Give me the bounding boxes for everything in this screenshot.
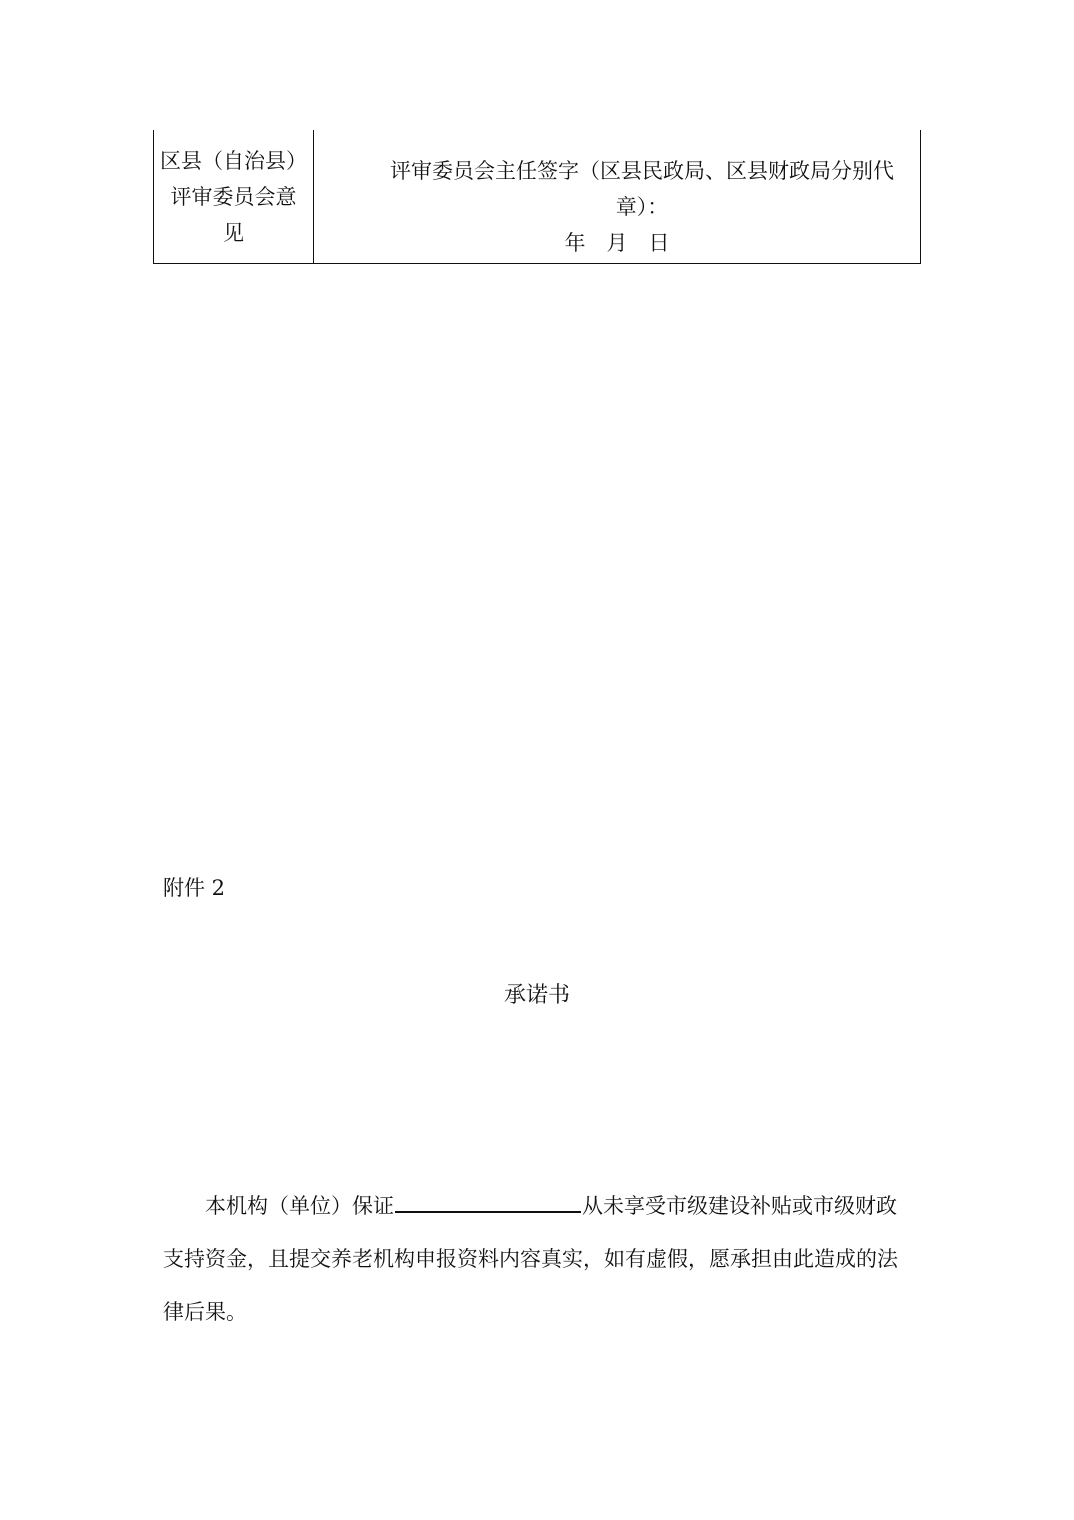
date-placeholder: 年 月 日 — [564, 230, 670, 255]
pledge-text-before-blank: 本机构（单位）保证 — [205, 1194, 394, 1218]
signature-instruction: 评审委员会主任签字（区县民政局、区县财政局分别代章）： — [390, 158, 894, 219]
review-committee-row — [154, 130, 921, 264]
review-committee-table — [153, 130, 921, 264]
label-line-3: 见 — [223, 220, 244, 245]
review-committee-label-cell — [154, 130, 314, 264]
institution-name-blank[interactable] — [395, 1191, 581, 1213]
pledge-text-after-blank: 从未享受市级建设补贴或市级财政 — [582, 1194, 897, 1218]
document-title: 承诺书 — [503, 983, 570, 1008]
attachment-label: 附件 2 — [163, 876, 226, 900]
review-committee-opinion-cell — [314, 130, 921, 264]
pledge-line-3: 律后果。 — [163, 1300, 247, 1324]
pledge-paragraph — [163, 1180, 915, 1339]
label-line-1: 区县（自治县） — [160, 148, 307, 173]
label-line-2: 评审委员会意 — [170, 184, 297, 209]
pledge-line-1 — [163, 1180, 915, 1233]
pledge-line-2: 支持资金，且提交养老机构申报资料内容真实，如有虚假，愿承担由此造成的法 — [163, 1247, 898, 1271]
